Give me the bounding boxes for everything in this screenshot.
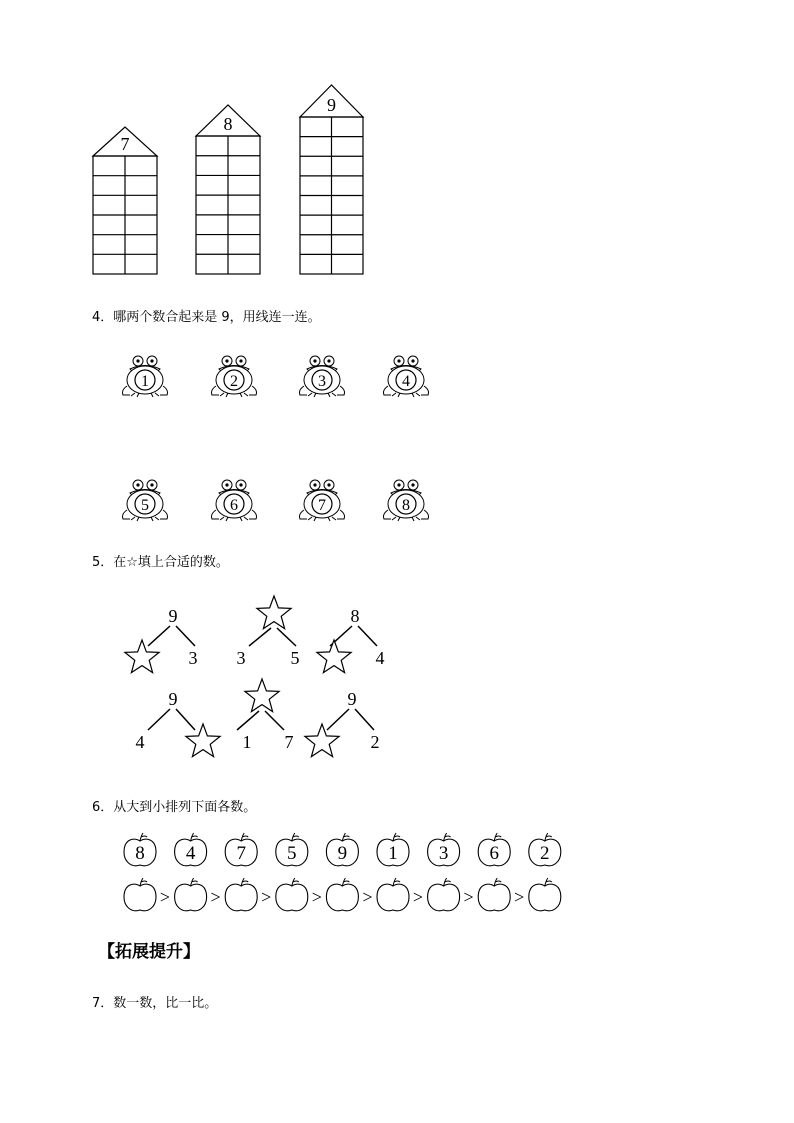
apple-number: 5 xyxy=(287,843,297,864)
apple-icon xyxy=(529,884,561,911)
bond-part: 4 xyxy=(135,732,145,752)
bond-total: 8 xyxy=(350,606,360,626)
bond-part: 5 xyxy=(290,648,300,668)
frog-number-label: 5 xyxy=(141,497,149,514)
apple-number-7 xyxy=(225,833,257,866)
apple-number: 1 xyxy=(388,843,398,864)
apple-number-4 xyxy=(175,833,207,866)
answer-apple-slot[interactable] xyxy=(529,878,561,911)
apple-number-6 xyxy=(478,833,510,866)
apple-number: 4 xyxy=(185,843,196,864)
frog-number-label: 4 xyxy=(402,373,410,390)
answer-apple-slot[interactable] xyxy=(124,878,156,911)
apple-number: 3 xyxy=(438,843,449,864)
greater-than-sign: > xyxy=(261,887,272,907)
frog-number-label: 8 xyxy=(402,497,410,514)
apple-number: 7 xyxy=(236,843,246,864)
question-7-text: 7．数一数，比一比。 xyxy=(92,996,218,1011)
section-title: 【拓展提升】 xyxy=(98,942,200,962)
apple-number-9 xyxy=(326,833,358,866)
greater-than-sign: > xyxy=(210,887,221,907)
apple-icon xyxy=(175,884,207,911)
answer-apple-slot[interactable] xyxy=(326,878,358,911)
frog-number-label: 6 xyxy=(230,497,238,514)
greater-than-sign: > xyxy=(463,887,474,907)
answer-apple-slot[interactable] xyxy=(276,878,308,911)
bond-part: 7 xyxy=(284,732,294,752)
apple-number: 2 xyxy=(540,843,550,864)
bond-total: 9 xyxy=(168,689,178,709)
apple-number-3 xyxy=(428,833,460,866)
apple-icon xyxy=(276,884,308,911)
apple-icon xyxy=(478,884,510,911)
house-roof-number: 8 xyxy=(223,114,233,134)
bond-total: 9 xyxy=(168,606,178,626)
greater-than-sign: > xyxy=(514,887,525,907)
answer-apple-slot[interactable] xyxy=(377,878,409,911)
answer-apple-slot[interactable] xyxy=(175,878,207,911)
greater-than-sign: > xyxy=(362,887,373,907)
house-roof-number: 9 xyxy=(327,95,336,115)
frog-number-label: 2 xyxy=(230,373,238,390)
apple-icon xyxy=(377,884,409,911)
answer-apple-slot[interactable] xyxy=(225,878,257,911)
bond-part: 3 xyxy=(188,648,198,668)
answer-apple-slot[interactable] xyxy=(428,878,460,911)
apple-number-1 xyxy=(377,833,409,866)
apple-icon xyxy=(225,884,257,911)
house-roof-number: 7 xyxy=(120,134,130,154)
greater-than-sign: > xyxy=(311,887,322,907)
apple-icon xyxy=(124,884,156,911)
apple-number: 6 xyxy=(489,843,499,864)
greater-than-sign: > xyxy=(412,887,424,907)
question-5-text: 5．在☆填上合适的数。 xyxy=(92,555,229,570)
apple-icon xyxy=(326,884,358,911)
apple-number-8 xyxy=(124,833,156,866)
apple-number-5 xyxy=(276,833,308,866)
question-6-text: 6．从大到小排列下面各数。 xyxy=(92,800,257,815)
bond-total: 9 xyxy=(347,689,357,709)
frog-number-label: 7 xyxy=(318,497,326,514)
frog-number-label: 3 xyxy=(318,373,326,390)
frog-number-label: 1 xyxy=(141,373,149,390)
bond-part: 3 xyxy=(236,648,246,668)
bond-part: 2 xyxy=(370,732,380,752)
greater-than-sign: > xyxy=(159,887,171,907)
apple-number: 9 xyxy=(337,843,348,864)
apple-number: 8 xyxy=(135,843,145,864)
apple-icon xyxy=(428,884,460,911)
question-4-text: 4．哪两个数合起来是 9，用线连一连。 xyxy=(92,310,321,325)
apple-number-2 xyxy=(529,833,561,866)
bond-part: 1 xyxy=(242,732,252,752)
bond-part: 4 xyxy=(375,648,385,668)
answer-apple-slot[interactable] xyxy=(478,878,510,911)
